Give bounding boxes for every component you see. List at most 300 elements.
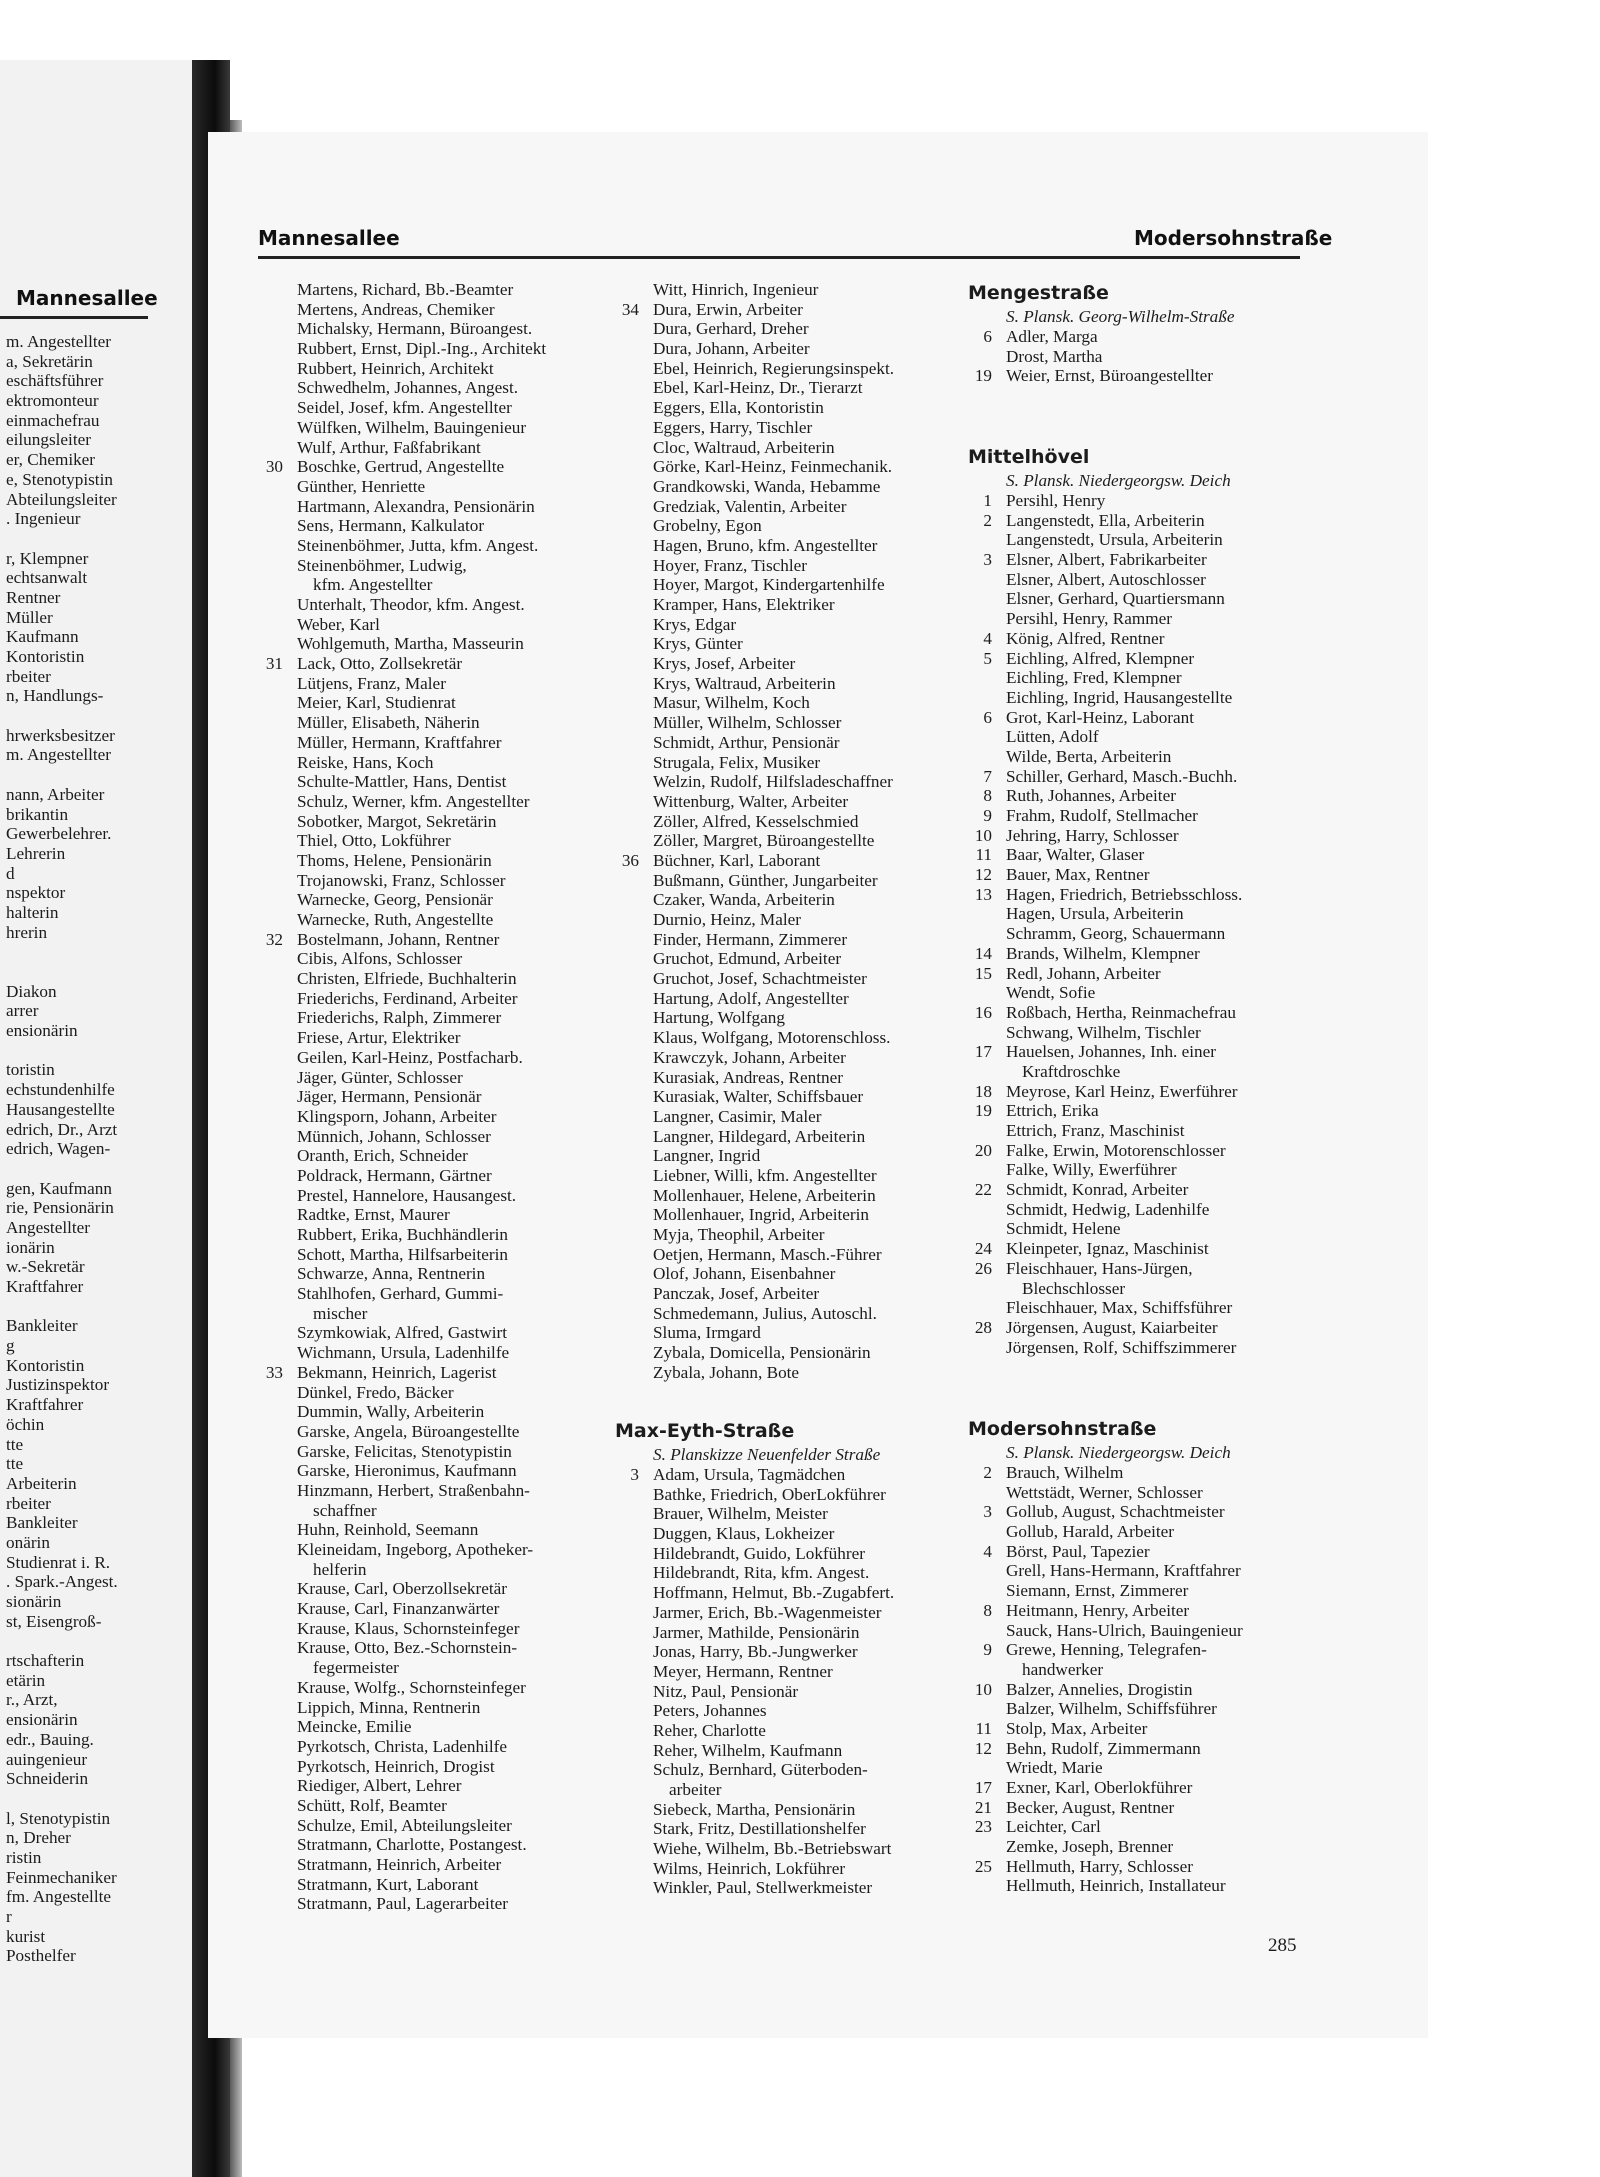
directory-entry: [653, 1363, 894, 1383]
left-fragment-line: Müller: [6, 607, 53, 627]
left-fragment-line: nspektor: [6, 883, 66, 903]
directory-entry: [297, 1894, 546, 1914]
house-number: 20: [974, 1140, 992, 1160]
resident-text: Czaker, Wanda, Arbeiterin: [653, 890, 835, 910]
resident-text: Garske, Hieronimus, Kaufmann: [297, 1461, 517, 1481]
resident-text: Wettstädt, Werner, Schlosser: [1006, 1482, 1203, 1502]
resident-text: Langner, Ingrid: [653, 1146, 761, 1166]
directory-entry: [1006, 924, 1242, 944]
resident-text: Kurasiak, Andreas, Rentner: [653, 1067, 843, 1087]
left-page-header-rule: [0, 316, 148, 319]
resident-text: Zöller, Margret, Büroangestellte: [653, 831, 875, 851]
directory-entry: [297, 575, 546, 595]
resident-text: Krause, Carl, Finanzanwärter: [297, 1599, 500, 1619]
directory-entry: [297, 851, 546, 871]
directory-entry: [297, 1245, 546, 1265]
resident-text: Kurasiak, Walter, Schiffsbauer: [653, 1087, 864, 1107]
resident-text: Schwang, Wilhelm, Tischler: [1006, 1022, 1201, 1042]
entry-list: [974, 327, 1235, 386]
directory-entry: [1006, 668, 1242, 688]
resident-text: Wulf, Arthur, Faßfabrikant: [297, 437, 481, 457]
directory-entry: [297, 1638, 546, 1658]
resident-text: schaffner: [313, 1500, 377, 1520]
directory-entry: [297, 1461, 546, 1481]
directory-entry: [653, 1186, 894, 1206]
column-mannesallee-b: [621, 280, 895, 1383]
resident-text: Schmidt, Konrad, Arbeiter: [1006, 1180, 1189, 1200]
resident-text: Cibis, Alfons, Schlosser: [297, 949, 463, 969]
left-fragment-line: kurist: [6, 1926, 46, 1946]
house-number: 21: [974, 1797, 992, 1817]
directory-entry: [297, 1146, 546, 1166]
left-fragment-line: öchin: [6, 1414, 45, 1434]
resident-text: Panczak, Josef, Arbeiter: [653, 1284, 820, 1304]
resident-text: Lütjens, Franz, Maler: [297, 673, 446, 693]
resident-text: Kleinpeter, Ignaz, Maschinist: [1006, 1239, 1209, 1259]
house-number: 22: [974, 1180, 992, 1200]
left-fragment-line: rtschafterin: [6, 1651, 85, 1671]
directory-entry: [653, 1544, 894, 1564]
section-subtitle: S. Plansk. Niedergeorgsw. Deich: [1006, 471, 1231, 490]
resident-text: Rubbert, Heinrich, Architekt: [297, 358, 494, 378]
house-number: 9: [983, 1640, 992, 1660]
left-fragment-line: Kraftfahrer: [6, 1395, 84, 1415]
resident-text: Meier, Karl, Studienrat: [297, 693, 456, 713]
resident-text: Hartung, Adolf, Angestellter: [653, 988, 849, 1008]
resident-text: Schulz, Werner, kfm. Angestellter: [297, 791, 530, 811]
house-number: 33: [265, 1362, 283, 1382]
directory-entry: [1006, 1876, 1243, 1896]
directory-entry: [297, 1501, 546, 1521]
house-number: 16: [974, 1002, 992, 1022]
house-number: 3: [983, 550, 992, 570]
left-fragment-line: Gewerbelehrer.: [6, 824, 112, 844]
section-subtitle: S. Planskizze Neuenfelder Straße: [653, 1445, 881, 1464]
directory-entry: [297, 1599, 546, 1619]
directory-entry: [297, 1540, 546, 1560]
directory-entry: [297, 1481, 546, 1501]
left-fragment-line: Schneiderin: [6, 1769, 89, 1789]
house-number: 23: [974, 1817, 992, 1837]
directory-entry: [297, 359, 546, 379]
resident-text: Ebel, Heinrich, Regierungsinspekt.: [653, 358, 895, 378]
resident-text: Prestel, Hannelore, Hausangest.: [297, 1185, 517, 1205]
resident-text: Reher, Charlotte: [653, 1720, 766, 1740]
directory-entry: [1006, 1660, 1243, 1680]
directory-entry: [1006, 1699, 1243, 1719]
resident-text: Balzer, Annelies, Drogistin: [1006, 1679, 1193, 1699]
directory-entry: [1006, 1023, 1242, 1043]
directory-entry: [653, 1682, 894, 1702]
resident-text: Eggers, Harry, Tischler: [653, 417, 813, 437]
directory-entry: [297, 1205, 546, 1225]
directory-entry: [653, 733, 894, 753]
resident-text: Finder, Hermann, Zimmerer: [653, 929, 848, 949]
resident-text: Schütt, Rolf, Beamter: [297, 1795, 447, 1815]
directory-entry: [1006, 747, 1242, 767]
directory-entry: [983, 1502, 1243, 1522]
resident-text: Elsner, Albert, Fabrikarbeiter: [1006, 550, 1207, 570]
resident-text: Sens, Hermann, Kalkulator: [297, 516, 485, 536]
left-fragment-line: fm. Angestellte: [6, 1887, 112, 1907]
resident-text: Krause, Wolfg., Schornsteinfeger: [297, 1677, 526, 1697]
left-fragment-line: g: [6, 1336, 15, 1356]
left-fragment-line: echstundenhilfe: [6, 1080, 115, 1100]
house-number: 5: [983, 648, 992, 668]
directory-entry: [1006, 1581, 1243, 1601]
resident-text: Wichmann, Ursula, Ladenhilfe: [297, 1343, 510, 1363]
directory-entry: [653, 634, 894, 654]
resident-text: Cloc, Waltraud, Arbeiterin: [653, 437, 835, 457]
left-fragment-line: ionärin: [6, 1237, 55, 1257]
directory-entry: [297, 890, 546, 910]
resident-text: Kramper, Hans, Elektriker: [653, 595, 835, 614]
directory-entry: [653, 1304, 894, 1324]
directory-entry: [653, 556, 894, 576]
house-number: 14: [974, 943, 992, 963]
left-fragment-line: edrich, Dr., Arzt: [6, 1119, 118, 1139]
resident-text: Kraftdroschke: [1022, 1061, 1121, 1081]
directory-entry: [983, 1640, 1243, 1660]
resident-text: Witt, Hinrich, Ingenieur: [653, 280, 819, 299]
left-fragment-line: onärin: [6, 1532, 50, 1552]
directory-entry: [653, 753, 894, 773]
resident-text: Wilde, Berta, Arbeiterin: [1006, 746, 1172, 766]
resident-text: Krause, Otto, Bez.-Schornstein-: [297, 1638, 518, 1658]
house-number: 12: [974, 865, 992, 885]
directory-entry: [983, 1541, 1243, 1562]
directory-entry: [1006, 1758, 1243, 1778]
directory-entry: [983, 327, 1235, 347]
left-fragment-line: nann, Arbeiter: [6, 784, 105, 804]
left-fragment-line: n, Handlungs-: [6, 686, 104, 706]
resident-text: Riediger, Albert, Lehrer: [297, 1776, 462, 1796]
left-fragment-line: [6, 1041, 118, 1061]
directory-entry: [653, 1563, 894, 1583]
resident-text: Jäger, Günter, Schlosser: [297, 1067, 463, 1087]
resident-text: Klaus, Wolfgang, Motorenschloss.: [653, 1028, 891, 1048]
directory-entry: [1006, 688, 1242, 708]
resident-text: Baar, Walter, Glaser: [1006, 845, 1145, 865]
resident-text: Winkler, Paul, Stellwerkmeister: [653, 1878, 873, 1898]
resident-text: Adam, Ursula, Tagmädchen: [653, 1465, 846, 1484]
left-fragment-line: n, Dreher: [6, 1828, 71, 1848]
resident-text: Hartung, Wolfgang: [653, 1008, 785, 1028]
resident-text: Stark, Fritz, Destillationshelfer: [653, 1819, 866, 1839]
directory-entry: [297, 1107, 546, 1127]
left-fragment-line: Abteilungsleiter: [6, 489, 117, 509]
directory-entry: [297, 1579, 546, 1599]
left-fragment-line: ektromonteur: [6, 391, 99, 411]
directory-entry: [297, 1619, 546, 1639]
resident-text: Sobotker, Margot, Sekretärin: [297, 811, 497, 831]
directory-entry: [653, 1048, 894, 1068]
resident-text: fegermeister: [313, 1658, 399, 1678]
directory-entry: [974, 884, 1243, 905]
resident-text: kfm. Angestellter: [313, 575, 433, 595]
directory-entry: [983, 1600, 1243, 1621]
resident-text: Garske, Felicitas, Stenotypistin: [297, 1441, 512, 1461]
directory-entry: [975, 845, 1242, 865]
directory-entry: [974, 1239, 1242, 1259]
left-fragment-line: d: [6, 863, 15, 883]
left-fragment-line: Diakon: [6, 981, 57, 1001]
house-number: 28: [974, 1317, 992, 1337]
directory-entry: [297, 497, 546, 517]
left-fragment-line: Lehrerin: [6, 843, 66, 863]
house-number: 26: [974, 1258, 992, 1278]
resident-text: Gollub, Harald, Arbeiter: [1006, 1522, 1175, 1542]
directory-entry: [653, 1087, 894, 1107]
resident-text: Hauelsen, Johannes, Inh. einer: [1006, 1042, 1217, 1062]
directory-entry: [297, 713, 546, 733]
directory-entry: [653, 359, 894, 379]
left-fragment-line: [6, 1631, 118, 1651]
directory-entry: [653, 1819, 894, 1839]
left-fragment-line: Posthelfer: [6, 1946, 76, 1966]
directory-entry: [974, 1042, 1242, 1062]
resident-text: Persihl, Henry, Rammer: [1006, 609, 1172, 629]
directory-entry: [653, 910, 894, 930]
resident-text: Meyer, Hermann, Rentner: [653, 1661, 833, 1681]
left-fragment-line: eschäftsführer: [6, 371, 104, 391]
directory-entry: [297, 1757, 546, 1777]
left-fragment-line: Hausangestellte: [6, 1099, 115, 1119]
left-fragment-line: Justizinspektor: [6, 1375, 110, 1395]
directory-entry: [983, 628, 1242, 649]
section-subtitle: S. Plansk. Niedergeorgsw. Deich: [1006, 1443, 1231, 1462]
resident-text: Brauer, Wilhelm, Meister: [653, 1504, 828, 1524]
directory-entry: [653, 1800, 894, 1820]
directory-entry: [297, 753, 546, 773]
resident-text: Myja, Theophil, Arbeiter: [653, 1225, 825, 1244]
directory-entry: [653, 516, 894, 536]
left-page: [0, 60, 192, 2177]
left-fragment-line: echtsanwalt: [6, 568, 88, 588]
resident-text: Mertens, Andreas, Chemiker: [297, 299, 495, 319]
directory-entry: [1006, 1160, 1242, 1180]
left-fragment-line: [6, 942, 118, 962]
house-number: 25: [974, 1856, 992, 1876]
resident-text: Stratmann, Heinrich, Arbeiter: [297, 1855, 502, 1874]
house-number: 19: [974, 1101, 992, 1121]
resident-text: Münnich, Johann, Schlosser: [297, 1126, 491, 1146]
directory-entry: [297, 1383, 546, 1403]
directory-entry: [653, 1284, 894, 1304]
directory-entry: [1006, 1200, 1242, 1220]
resident-text: Boschke, Gertrud, Angestellte: [297, 457, 505, 477]
resident-text: Persihl, Henry: [1006, 491, 1106, 510]
resident-text: Brauch, Wilhelm: [1006, 1463, 1124, 1482]
resident-text: Krys, Josef, Arbeiter: [653, 654, 796, 674]
house-number: 32: [265, 929, 283, 949]
directory-entry: [653, 457, 894, 477]
directory-entry: [297, 1008, 546, 1028]
left-fragment-line: Studienrat i. R.: [6, 1552, 111, 1572]
left-fragment-line: [6, 962, 118, 982]
resident-text: Hellmuth, Heinrich, Installateur: [1006, 1876, 1226, 1896]
left-fragment-line: rbeiter: [6, 666, 51, 686]
resident-text: Masur, Wilhelm, Koch: [653, 693, 810, 713]
resident-text: Meincke, Emilie: [297, 1717, 412, 1737]
resident-text: Jörgensen, Rolf, Schiffszimmerer: [1006, 1337, 1237, 1357]
resident-text: Langenstedt, Ella, Arbeiterin: [1006, 510, 1205, 530]
directory-entry: [653, 1701, 894, 1721]
directory-entry: [653, 1068, 894, 1088]
directory-entry: [653, 1225, 894, 1245]
left-fragment-line: Kontoristin: [6, 647, 85, 666]
directory-entry: [1006, 904, 1242, 924]
left-fragment-line: a, Sekretärin: [6, 351, 93, 371]
directory-entry: [983, 766, 1242, 787]
resident-text: Lütten, Adolf: [1006, 727, 1099, 747]
resident-text: Hildebrandt, Rita, kfm. Angest.: [653, 1563, 870, 1583]
directory-entry: [297, 733, 546, 753]
left-fragment-line: hrwerksbesitzer: [6, 725, 115, 745]
house-number: 10: [974, 1679, 992, 1699]
left-fragment-line: Kraftfahrer: [6, 1277, 84, 1296]
left-fragment-line: r, Klempner: [6, 548, 89, 568]
directory-entry: [974, 1258, 1242, 1279]
resident-text: Klingsporn, Johann, Arbeiter: [297, 1106, 497, 1126]
house-number: 6: [983, 327, 992, 346]
directory-entry: [974, 1817, 1243, 1837]
section-title: Mengestraße: [968, 282, 1109, 304]
resident-text: Weier, Ernst, Büroangestellter: [1006, 366, 1213, 386]
entry-list: [974, 1463, 1243, 1896]
resident-text: Krys, Günter: [653, 634, 743, 654]
directory-entry: [297, 1127, 546, 1147]
directory-entry: [974, 1140, 1242, 1161]
resident-text: Wriedt, Marie: [1006, 1758, 1103, 1778]
left-fragment-line: er, Chemiker: [6, 450, 96, 470]
directory-entry: [265, 457, 546, 477]
left-page-fragments: [6, 332, 118, 1966]
directory-entry: [653, 1485, 894, 1505]
directory-entry: [1006, 1219, 1242, 1239]
directory-entry: [297, 1068, 546, 1088]
directory-entry: [653, 378, 894, 398]
directory-entry: [297, 1304, 546, 1324]
resident-text: Adler, Marga: [1006, 327, 1098, 346]
left-fragment-line: r: [6, 1907, 12, 1926]
left-fragment-line: brikantin: [6, 804, 69, 824]
left-fragment-line: w.-Sekretär: [6, 1257, 85, 1277]
resident-text: Mollenhauer, Ingrid, Arbeiterin: [653, 1205, 870, 1225]
resident-text: Krause, Klaus, Schornsteinfeger: [297, 1618, 520, 1638]
resident-text: Hoyer, Margot, Kindergartenhilfe: [653, 575, 885, 595]
resident-text: Strugala, Felix, Musiker: [653, 752, 821, 772]
resident-text: Müller, Elisabeth, Näherin: [297, 713, 480, 733]
resident-text: Schmidt, Arthur, Pensionär: [653, 732, 840, 752]
resident-text: Meyrose, Karl Heinz, Ewerführer: [1006, 1081, 1238, 1101]
page-number: 285: [1268, 1935, 1297, 1956]
directory-entry: [653, 595, 894, 615]
left-fragment-line: m. Angestellter: [6, 332, 112, 351]
resident-text: mischer: [313, 1303, 368, 1323]
left-fragment-line: st, Eisengroß-: [6, 1611, 102, 1631]
directory-entry: [297, 1737, 546, 1757]
entry-list: [630, 1465, 895, 1898]
directory-entry: [983, 1463, 1243, 1483]
directory-entry: [653, 1028, 894, 1048]
directory-entry: [974, 825, 1242, 846]
directory-entry: [983, 648, 1242, 669]
left-fragment-line: tte: [6, 1454, 24, 1474]
resident-text: Schmidt, Helene: [1006, 1219, 1121, 1239]
directory-entry: [653, 1008, 894, 1028]
left-fragment-line: edrich, Wagen-: [6, 1139, 111, 1159]
resident-text: Hoffmann, Helmut, Bb.-Zugabfert.: [653, 1583, 895, 1603]
resident-text: Gruchot, Edmund, Arbeiter: [653, 949, 842, 969]
resident-text: Eichling, Alfred, Klempner: [1006, 648, 1195, 668]
directory-entry: [297, 1166, 546, 1186]
directory-entry: [653, 1323, 894, 1343]
directory-entry: [297, 1816, 546, 1836]
directory-entry: [297, 1028, 546, 1048]
house-number: 19: [974, 366, 992, 386]
directory-entry: [653, 280, 894, 300]
resident-text: arbeiter: [669, 1780, 722, 1799]
house-number: 9: [983, 806, 992, 825]
left-fragment-line: edr., Bauing.: [6, 1729, 94, 1749]
directory-entry: [297, 556, 546, 576]
directory-entry: [1006, 1483, 1243, 1503]
directory-entry: [653, 1878, 894, 1898]
left-fragment-line: Bankleiter: [6, 1513, 78, 1533]
resident-text: Rubbert, Erika, Buchhändlerin: [297, 1225, 508, 1244]
left-fragment-line: [6, 1297, 118, 1317]
section-title: Max-Eyth-Straße: [615, 1420, 795, 1442]
directory-entry: [297, 418, 546, 438]
resident-text: Schwedhelm, Johannes, Angest.: [297, 378, 519, 398]
directory-entry: [297, 1323, 546, 1343]
directory-entry: [653, 890, 894, 910]
directory-entry: [653, 1760, 894, 1780]
resident-text: Stratmann, Kurt, Laborant: [297, 1874, 479, 1894]
left-fragment-line: Kaufmann: [6, 627, 79, 647]
left-fragment-line: [6, 1159, 118, 1179]
directory-entry: [653, 792, 894, 812]
house-number: 34: [621, 299, 639, 319]
resident-text: Sauck, Hans-Ulrich, Bauingenieur: [1006, 1620, 1243, 1640]
directory-entry: [1006, 1062, 1242, 1082]
resident-text: Zybala, Domicella, Pensionärin: [653, 1343, 871, 1363]
directory-entry: [1006, 589, 1242, 609]
house-number: 17: [974, 1042, 992, 1062]
directory-entry: [983, 550, 1242, 570]
resident-text: Wülfken, Wilhelm, Bauingenieur: [297, 417, 527, 437]
directory-entry: [265, 929, 546, 950]
section-title: Mittelhövel: [968, 446, 1090, 468]
directory-entry: [297, 1284, 546, 1304]
directory-entry: [974, 1856, 1243, 1877]
section-subtitle: S. Plansk. Georg-Wilhelm-Straße: [1006, 307, 1235, 326]
resident-text: Grandkowski, Wanda, Hebamme: [653, 476, 881, 496]
resident-text: Stratmann, Charlotte, Postangest.: [297, 1835, 527, 1855]
directory-entry: [630, 1465, 894, 1485]
resident-text: Drost, Martha: [1006, 346, 1103, 366]
resident-text: Pyrkotsch, Christa, Ladenhilfe: [297, 1736, 508, 1756]
directory-entry: [653, 1264, 894, 1284]
resident-text: Gruchot, Josef, Schachtmeister: [653, 969, 867, 989]
directory-entry: [297, 438, 546, 458]
directory-entry: [297, 1698, 546, 1718]
directory-entry: [974, 1738, 1243, 1759]
directory-entry: [653, 438, 894, 458]
directory-entry: [653, 1662, 894, 1682]
resident-text: Hinzmann, Herbert, Straßenbahn-: [297, 1480, 530, 1500]
